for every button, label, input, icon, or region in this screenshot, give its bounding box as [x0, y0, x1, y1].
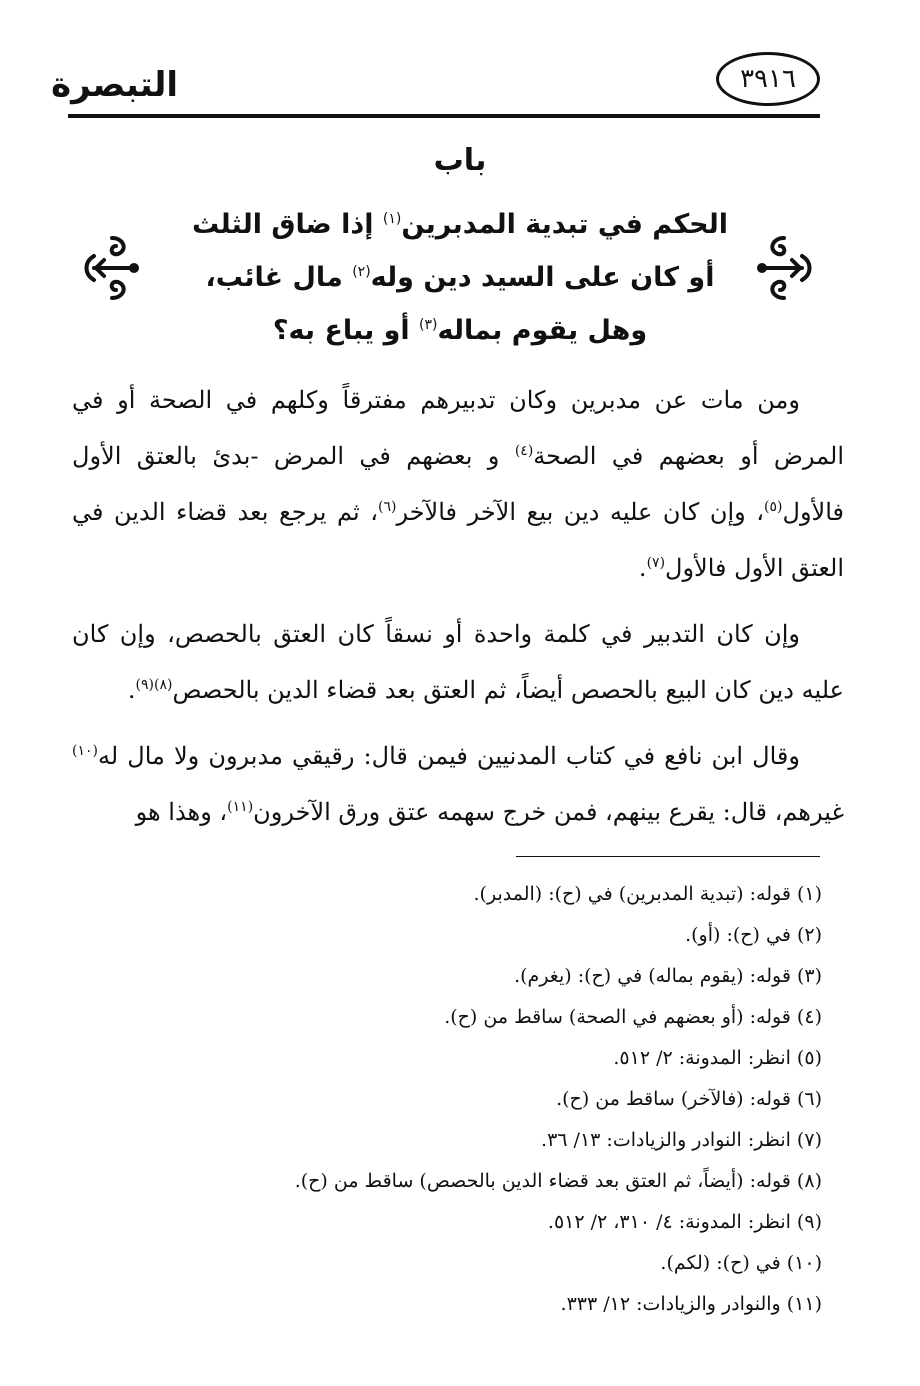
footnote: (١١) والنوادر والزيادات: ١٢/ ٣٣٣.	[560, 1293, 822, 1315]
floral-ornament-icon	[80, 232, 144, 304]
footnote: (٥) انظر: المدونة: ٢/ ٥١٢.	[613, 1047, 822, 1069]
footnote: (١) قوله: (تبدية المدبرين) في (ح): (المدبر).	[473, 883, 822, 905]
chapter-title-line: وهل يقوم بماله$^{(٣)}$ أو يباع به؟	[272, 315, 648, 346]
footnote: (٤) قوله: (أو بعضهم في الصحة) ساقط من (ح).	[444, 1006, 822, 1028]
footnote: (٣) قوله: (يقوم بماله) في (ح): (يغرم).	[514, 965, 822, 987]
chapter-word: باب	[433, 143, 487, 178]
main-text	[72, 372, 844, 850]
footnote: (٨) قوله: (أيضاً، ثم العتق بعد قضاء الدين بالحصص) ساقط من (ح).	[294, 1170, 822, 1192]
footnote-ref: (٧)	[646, 555, 666, 571]
page-number: ٣٩١٦	[716, 52, 820, 106]
footnote-ref: (٢)	[352, 264, 371, 280]
page-header	[51, 50, 820, 122]
footnote-ref: (٦)	[378, 499, 397, 515]
footnotes	[72, 874, 822, 1325]
floral-ornament-icon	[752, 232, 816, 304]
footnote: (٦) قوله: (فالآخر) ساقط من (ح).	[556, 1088, 822, 1110]
chapter-title-line: أو كان على السيد دين وله$^{(٢)}$ مال غائب،	[205, 262, 715, 293]
paragraph: وإن كان التدبير في كلمة واحدة أو نسقاً كان العتق بالحصص، وإن كان عليه دين كان البيع بالحصص أيضاً، ثم العتق بعد قضاء الدين بالحصص$^{(٨)(٩)}$.	[72, 620, 844, 704]
paragraph: وقال ابن نافع في كتاب المدنيين فيمن قال: رقيقي مدبرون ولا مال له$^{(١٠)}$ غيرهم، قال: يقرع بينهم، فمن خرج سهمه عتق ورق الآخرون$^{(١١)}$، وهذا هو	[72, 742, 844, 826]
footnote-ref: (٣)	[419, 317, 438, 333]
chapter-title	[160, 198, 760, 357]
footnote-ref: (١٠)	[72, 743, 98, 759]
footnote-ref: (٨)(٩)	[135, 677, 173, 693]
footnote: (٢) في (ح): (أو).	[685, 924, 822, 946]
footnote: (٧) انظر: النوادر والزيادات: ١٣/ ٣٦.	[541, 1129, 822, 1151]
book-title: التبصرة	[51, 65, 178, 105]
footnote-ref: (٥)	[764, 499, 783, 515]
chapter-title-line: الحكم في تبدية المدبرين$^{(١)}$ إذا ضاق الثلث	[191, 209, 729, 240]
paragraph: ومن مات عن مدبرين وكان تدبيرهم مفترقاً وكلهم في الصحة أو في المرض أو بعضهم في الصحة$^{(٤)}$ و بعضهم في المرض -بدئ بالعتق الأول فالأول$^{(٥)}$، وإن كان عليه دين بيع الآخر فالآخر$^{(٦)}$، ثم يرجع بعد قضاء الدين في العتق الأول فالأول$^{(٧)}$.	[72, 386, 844, 582]
footnote-ref: (١١)	[227, 799, 254, 815]
footnote: (١٠) في (ح): (لكم).	[660, 1252, 822, 1274]
footnote-ref: (١)	[382, 211, 402, 227]
footnote: (٩) انظر: المدونة: ٤/ ٣١٠، ٢/ ٥١٢.	[547, 1211, 822, 1233]
header-rule	[68, 114, 820, 118]
footnote-separator	[516, 856, 820, 857]
footnote-ref: (٤)	[514, 443, 534, 459]
